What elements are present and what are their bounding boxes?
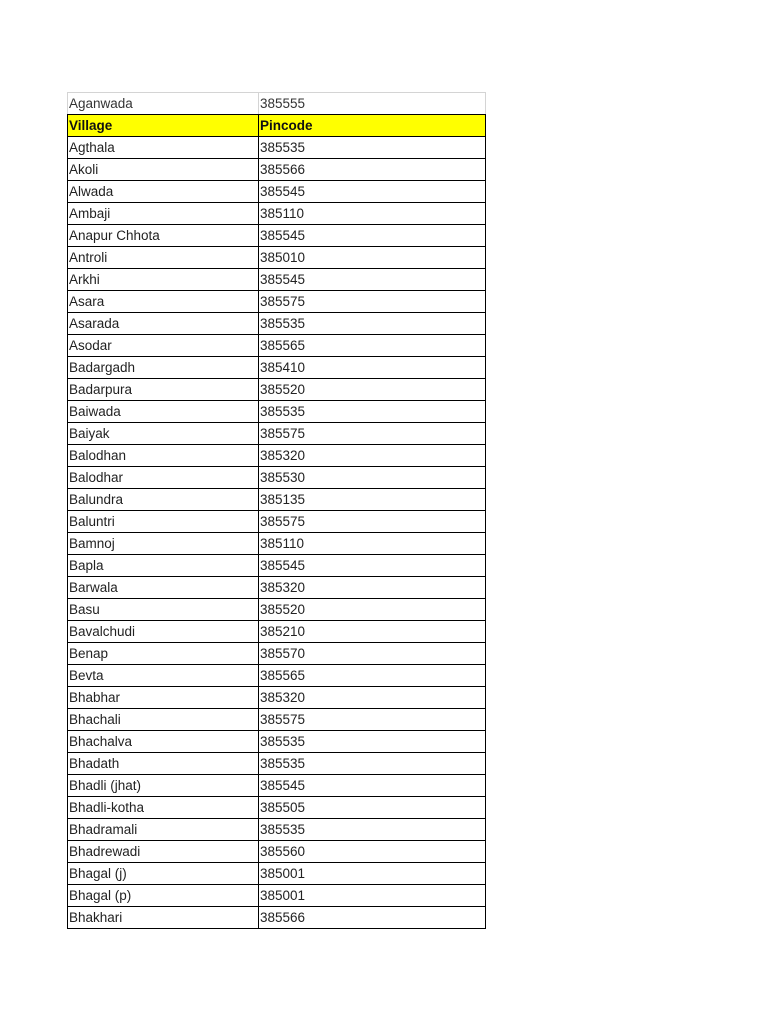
- table-row: [68, 687, 486, 709]
- table-row: [68, 445, 486, 467]
- pincode-cell[interactable]: 385575: [259, 709, 486, 731]
- table-row: [68, 159, 486, 181]
- village-cell[interactable]: Bhachalva: [68, 731, 259, 753]
- table-row: [68, 379, 486, 401]
- table-row: [68, 269, 486, 291]
- table-row: [68, 599, 486, 621]
- pincode-cell[interactable]: 385001: [259, 885, 486, 907]
- village-cell[interactable]: Bhadath: [68, 753, 259, 775]
- village-cell[interactable]: Balodhar: [68, 467, 259, 489]
- table-header-row: [68, 115, 486, 137]
- pincode-cell[interactable]: 385575: [259, 291, 486, 313]
- village-cell[interactable]: Badarpura: [68, 379, 259, 401]
- pincode-cell[interactable]: 385320: [259, 687, 486, 709]
- table-row: [68, 357, 486, 379]
- village-cell[interactable]: Bhadli (jhat): [68, 775, 259, 797]
- pincode-cell[interactable]: 385545: [259, 269, 486, 291]
- table-row: [68, 467, 486, 489]
- village-cell[interactable]: Anapur Chhota: [68, 225, 259, 247]
- pincode-cell[interactable]: 385535: [259, 753, 486, 775]
- village-cell[interactable]: Bhagal (j): [68, 863, 259, 885]
- pincode-cell[interactable]: 385566: [259, 907, 486, 929]
- village-cell[interactable]: Bavalchudi: [68, 621, 259, 643]
- pincode-cell[interactable]: 385555: [259, 93, 486, 115]
- village-cell[interactable]: Balodhan: [68, 445, 259, 467]
- village-cell[interactable]: Badargadh: [68, 357, 259, 379]
- table-row: [68, 709, 486, 731]
- table-row: [68, 291, 486, 313]
- village-cell[interactable]: Bhabhar: [68, 687, 259, 709]
- table-row: [68, 401, 486, 423]
- table-row: [68, 203, 486, 225]
- pincode-cell[interactable]: 385535: [259, 731, 486, 753]
- table-row: [68, 577, 486, 599]
- table-row: [68, 533, 486, 555]
- village-cell[interactable]: Benap: [68, 643, 259, 665]
- pincode-cell[interactable]: 385135: [259, 489, 486, 511]
- table-row: [68, 313, 486, 335]
- pincode-cell[interactable]: 385320: [259, 445, 486, 467]
- table-row: [68, 247, 486, 269]
- village-cell[interactable]: Alwada: [68, 181, 259, 203]
- table-row: [68, 511, 486, 533]
- table-row: [68, 797, 486, 819]
- pincode-cell[interactable]: 385545: [259, 225, 486, 247]
- village-cell[interactable]: Akoli: [68, 159, 259, 181]
- table-row: [68, 489, 486, 511]
- table-row: [68, 753, 486, 775]
- village-pincode-sheet: [67, 92, 485, 929]
- table-row-first: [68, 93, 486, 115]
- village-cell[interactable]: Antroli: [68, 247, 259, 269]
- village-cell[interactable]: Asara: [68, 291, 259, 313]
- table-row: [68, 819, 486, 841]
- pincode-cell[interactable]: 385535: [259, 137, 486, 159]
- table-row: [68, 621, 486, 643]
- village-cell[interactable]: Baluntri: [68, 511, 259, 533]
- table-row: [68, 335, 486, 357]
- pincode-cell[interactable]: 385410: [259, 357, 486, 379]
- pincode-cell[interactable]: 385535: [259, 819, 486, 841]
- table-row: [68, 181, 486, 203]
- header-pincode[interactable]: Pincode: [259, 115, 486, 137]
- pincode-cell[interactable]: 385001: [259, 863, 486, 885]
- village-cell[interactable]: Baiwada: [68, 401, 259, 423]
- pincode-cell[interactable]: 385010: [259, 247, 486, 269]
- village-cell[interactable]: Bhakhari: [68, 907, 259, 929]
- village-cell[interactable]: Bhachali: [68, 709, 259, 731]
- table-row: [68, 643, 486, 665]
- table-row: [68, 555, 486, 577]
- village-cell[interactable]: Barwala: [68, 577, 259, 599]
- pincode-cell[interactable]: 385210: [259, 621, 486, 643]
- village-cell[interactable]: Ambaji: [68, 203, 259, 225]
- village-cell[interactable]: Asarada: [68, 313, 259, 335]
- table-row: [68, 775, 486, 797]
- table-body: [68, 93, 486, 929]
- table-row: [68, 665, 486, 687]
- pincode-cell[interactable]: 385545: [259, 775, 486, 797]
- table-row: [68, 885, 486, 907]
- table-row: [68, 907, 486, 929]
- table-row: [68, 137, 486, 159]
- village-cell[interactable]: Bevta: [68, 665, 259, 687]
- pincode-cell[interactable]: 385545: [259, 555, 486, 577]
- pincode-cell[interactable]: 385520: [259, 379, 486, 401]
- pincode-cell[interactable]: 385505: [259, 797, 486, 819]
- village-cell[interactable]: Bhadli-kotha: [68, 797, 259, 819]
- pincode-cell[interactable]: 385566: [259, 159, 486, 181]
- pincode-cell[interactable]: 385560: [259, 841, 486, 863]
- header-village[interactable]: Village: [68, 115, 259, 137]
- village-cell[interactable]: Asodar: [68, 335, 259, 357]
- pincode-cell[interactable]: 385320: [259, 577, 486, 599]
- table-row: [68, 863, 486, 885]
- pincode-cell[interactable]: 385535: [259, 401, 486, 423]
- table-row: [68, 423, 486, 445]
- pincode-cell[interactable]: 385110: [259, 533, 486, 555]
- pincode-cell[interactable]: 385110: [259, 203, 486, 225]
- pincode-cell[interactable]: 385520: [259, 599, 486, 621]
- village-cell[interactable]: Bamnoj: [68, 533, 259, 555]
- village-cell[interactable]: Arkhi: [68, 269, 259, 291]
- village-cell[interactable]: Baiyak: [68, 423, 259, 445]
- pincode-cell[interactable]: 385575: [259, 511, 486, 533]
- village-cell[interactable]: Agthala: [68, 137, 259, 159]
- pincode-cell[interactable]: 385565: [259, 665, 486, 687]
- village-cell[interactable]: Bhagal (p): [68, 885, 259, 907]
- pincode-cell[interactable]: 385530: [259, 467, 486, 489]
- pincode-cell[interactable]: 385570: [259, 643, 486, 665]
- table-row: [68, 731, 486, 753]
- village-cell[interactable]: Bhadramali: [68, 819, 259, 841]
- village-pincode-table: [67, 92, 486, 929]
- village-cell[interactable]: Basu: [68, 599, 259, 621]
- table-row: [68, 225, 486, 247]
- village-cell[interactable]: Bhadrewadi: [68, 841, 259, 863]
- table-row: [68, 841, 486, 863]
- pincode-cell[interactable]: 385565: [259, 335, 486, 357]
- village-cell[interactable]: Aganwada: [68, 93, 259, 115]
- village-cell[interactable]: Balundra: [68, 489, 259, 511]
- pincode-cell[interactable]: 385545: [259, 181, 486, 203]
- pincode-cell[interactable]: 385535: [259, 313, 486, 335]
- village-cell[interactable]: Bapla: [68, 555, 259, 577]
- pincode-cell[interactable]: 385575: [259, 423, 486, 445]
